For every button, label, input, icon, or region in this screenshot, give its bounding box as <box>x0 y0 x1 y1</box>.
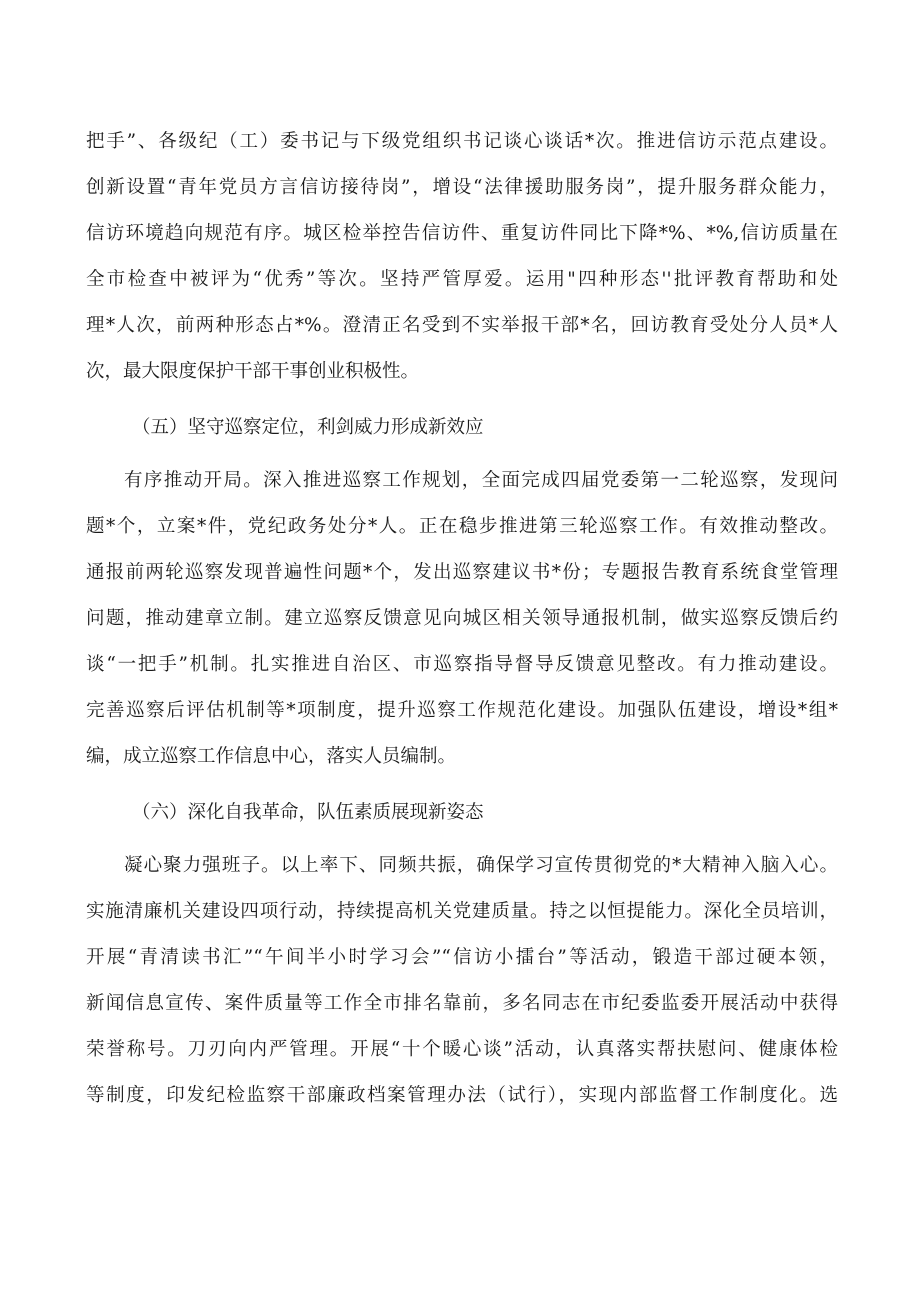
paragraph-line-01: 把手”、各级纪（工）委书记与下级党组织书记谈心谈话*次。推进信访示范点建设。 <box>86 131 838 152</box>
paragraph-line-13: 编，成立巡察工作信息中心，落实人员编制。 <box>86 746 457 767</box>
paragraph-line-02: 创新设置“青年党员方言信访接待岗”，增设“法律援助服务岗”，提升服务群众能力， <box>86 177 838 198</box>
paragraph-line-10: 问题，推动建章立制。建立巡察反馈意见向城区相关领导通报机制，做实巡察反馈后约 <box>86 608 838 629</box>
paragraph-line-16: 开展“青清读书汇”“午间半小时学习会”“信访小擂台”等活动，锻造干部过硬本领， <box>86 947 838 968</box>
paragraph-line-12: 完善巡察后评估机制等*项制度，提升巡察工作规范化建设。加强队伍建设，增设*组* <box>86 700 838 721</box>
paragraph-line-03: 信访环境趋向规范有序。城区检举控告信访件、重复访件同比下降*%、*%,信访质量在 <box>86 223 838 244</box>
paragraph-line-14: 凝心聚力强班子。以上率下、同频共振，确保学习宣传贯彻党的*大精神入脑入心。 <box>124 855 838 876</box>
paragraph-line-06: 次，最大限度保护干部干事创业积极性。 <box>86 361 420 382</box>
paragraph-line-04: 全市检查中被评为“优秀”等次。坚持严管厚爱。运用"四种形态''批评教育帮助和处 <box>86 269 838 290</box>
paragraph-line-15: 实施清廉机关建设四项行动，持续提高机关党建质量。持之以恒提能力。深化全员培训， <box>86 901 838 922</box>
paragraph-line-19: 等制度，印发纪检监察干部廉政档案管理办法（试行），实现内部监督工作制度化。选 <box>86 1085 838 1106</box>
paragraph-line-17: 新闻信息宣传、案件质量等工作全市排名靠前，多名同志在市纪委监委开展活动中获得 <box>86 993 838 1014</box>
paragraph-line-11: 谈“一把手”机制。扎实推进自治区、市巡察指导督导反馈意见整改。有力推动建设。 <box>86 654 838 675</box>
paragraph-line-09: 通报前两轮巡察发现普遍性问题*个，发出巡察建议书*份；专题报告教育系统食堂管理 <box>86 562 838 583</box>
paragraph-line-18: 荣誉称号。刀刃向内严管理。开展“十个暖心谈”活动，认真落实帮扶慰问、健康体检 <box>86 1039 838 1060</box>
paragraph-line-07: 有序推动开局。深入推进巡察工作规划，全面完成四届党委第一二轮巡察，发现问 <box>124 470 838 491</box>
paragraph-line-08: 题*个，立案*件，党纪政务处分*人。正在稳步推进第三轮巡察工作。有效推动整改。 <box>86 516 838 537</box>
section-heading-5: （五）坚守巡察定位，利剑威力形成新效应 <box>132 417 484 438</box>
paragraph-line-05: 理*人次，前两种形态占*%。澄清正名受到不实举报干部*名，回访教育受处分人员*人 <box>86 315 838 336</box>
section-heading-6: （六）深化自我革命，队伍素质展现新姿态 <box>132 802 484 823</box>
